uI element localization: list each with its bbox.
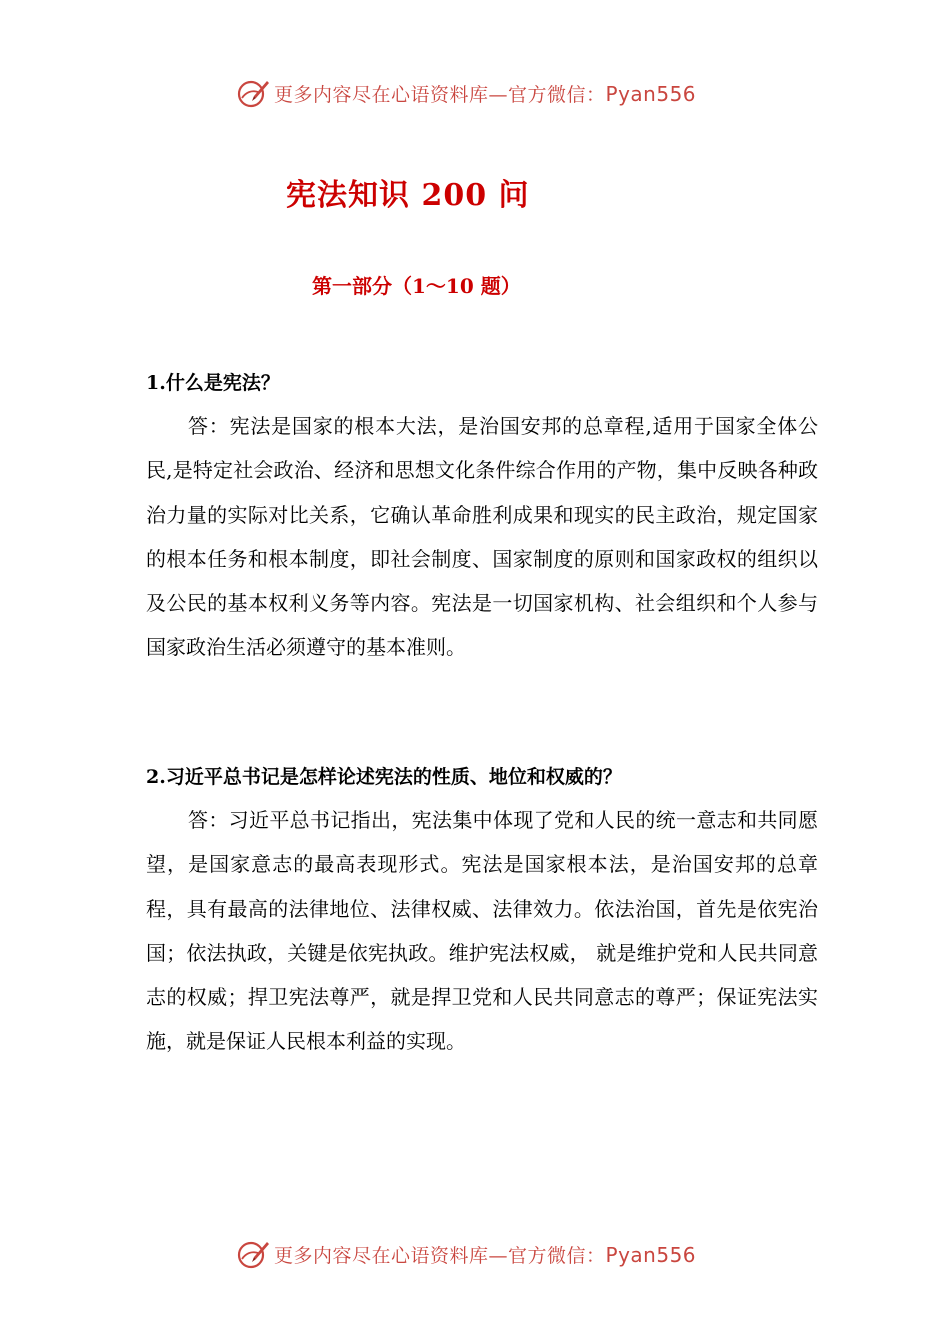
banner-label: 更多内容尽在心语资料库—官方微信：	[274, 1244, 606, 1267]
pen-logo-icon	[236, 76, 270, 110]
pen-logo-icon	[236, 1237, 270, 1271]
header-banner	[236, 73, 696, 113]
footer-banner	[236, 1234, 696, 1274]
qa-item-2	[146, 756, 818, 1064]
answer-2: 答：习近平总书记指出，宪法集中体现了党和人民的统一意志和共同愿望，是国家意志的最高表现形式。宪法是国家根本法，是治国安邦的总章程，具有最高的法律地位、法律权威、法律效力。依法治国，首先是依宪治国；依法执政，关键是依宪执政。维护宪法权威， 就是维护党和人民共同意志的权威；捍卫宪法尊严，就是捍卫党和人民共同意志的尊严；保证宪法实施，就是保证人民根本利益的实现。	[146, 808, 818, 1054]
document-title: 宪法知识 200 问	[286, 178, 530, 213]
banner-wechat-id: Pyan556	[605, 81, 697, 106]
answer-1: 答：宪法是国家的根本大法，是治国安邦的总章程,适用于国家全体公民,是特定社会政治、经济和思想文化条件综合作用的产物，集中反映各种政治力量的实际对比关系，它确认革命胜利成果和现实的民主政治，规定国家的根本任务和根本制度，即社会制度、国家制度的原则和国家政权的组织以及公民的基本权利义务等内容。宪法是一切国家机构、社会组织和个人参与国家政治生活必须遵守的基本准则。	[146, 414, 818, 660]
banner-wechat-id: Pyan556	[605, 1242, 697, 1267]
banner-text	[274, 1241, 696, 1268]
question-2: 2.习近平总书记是怎样论述宪法的性质、地位和权威的？	[146, 766, 622, 788]
section-title: 第一部分（1～10 题）	[312, 274, 521, 298]
qa-item-1	[146, 362, 818, 670]
question-1: 1.什么是宪法？	[146, 372, 280, 394]
banner-label: 更多内容尽在心语资料库—官方微信：	[274, 83, 606, 106]
banner-text	[274, 80, 696, 107]
